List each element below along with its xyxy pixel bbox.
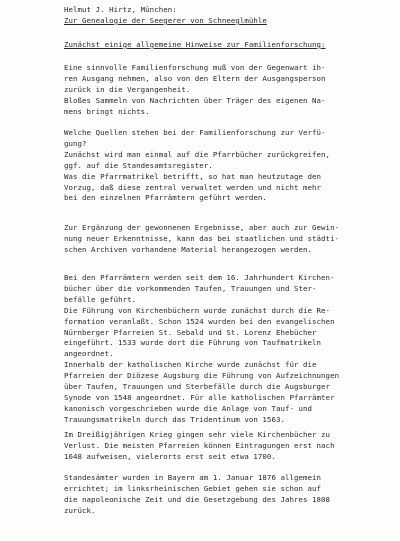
paragraph-line: Standesämter wurden in Bayern am 1. Januar 1876 allgemein — [64, 473, 322, 482]
paragraph-line: angeordnet. — [64, 349, 114, 359]
document-title: Zur Genealogie der Seegerer von Schneeglmühle — [64, 16, 267, 25]
paragraph-line: zurück. — [64, 505, 96, 515]
paragraph-line: ren Ausgang nehmen, also von den Eltern der Ausgangsperson — [64, 73, 326, 83]
paragraph-line: Innerhalb der katholischen Kirche wurde zunächst für die — [64, 360, 317, 370]
paragraph-line: kanonisch vorgeschrieben wurde die Anlage von Tauf- und — [64, 403, 313, 413]
paragraph-line: Pfarreien der Diözese Augsburg die Führung von Aufzeichnungen — [64, 371, 340, 381]
paragraph-line: 1648 aufweisen, vielerorts erst seit etwa 1700. — [64, 451, 276, 461]
paragraph-line: befälle geführt. — [64, 294, 137, 304]
paragraph-line: über Taufen, Trauungen und Sterbefälle durch die Augsburger — [64, 382, 331, 391]
paragraph-line: nung neuer Erkenntnisse, kann das bei staatlichen und städti- — [64, 233, 340, 243]
paragraph-line: Vorzug, daß diese zentral verwaltet werden und nicht mehr — [64, 182, 322, 192]
paragraph-line: schen Archiven vorhandene Material herangezogen werden. — [64, 244, 313, 254]
paragraph-line: errichtet; im linksrheinischen Gebiet gehen sie schon auf — [64, 483, 322, 493]
author-line: Helmut J. Hirtz, München: — [64, 5, 177, 14]
paragraph-line: Welche Quellen stehen bei der Familienforschung zur Verfü- — [64, 128, 326, 137]
paragraph-line: gung? — [64, 138, 87, 148]
paragraph-line: Nürnberger Pfarreien St. Sebald und St. Lorenz Ehebücher — [64, 327, 317, 337]
paragraph-line: ggf. auf die Standesamtsregister. — [64, 160, 213, 170]
paragraph-line: Zunächst wird man einmal auf die Pfarrbücher zurückgreifen, — [64, 149, 331, 159]
paragraph-line: Im Dreißigjährigen Krieg gingen sehr viele Kirchenbücher zu — [64, 430, 331, 439]
paragraph-line: Die Führung von Kirchenbüchern wurde zunächst durch die Re- — [64, 305, 331, 315]
paragraph-line: Bei den Pfarrämtern werden seit dem 16. Jahrhundert Kirchen- — [64, 273, 335, 282]
paragraph-line: Was die Pfarrmatrikel betrifft, so hat man heutzutage den — [64, 171, 322, 181]
paragraph-line: Zur Ergänzung der gewonnenen Ergebnisse, aber auch zur Gewin- — [64, 223, 340, 232]
paragraph-line: eingeführt. 1533 wurde dort die Führung von Taufmatrikeln — [64, 338, 322, 348]
paragraph-line: bücher über die vorkommenden Taufen, Trauungen und Ster- — [64, 283, 317, 293]
paragraph-line: Trauungsmatrikeln durch das Tridentinum von 1563. — [64, 414, 285, 424]
intro-heading: Zunächst einige allgemeine Hinweise zur Familienforschung: — [64, 40, 326, 49]
paragraph-line: Synode von 1548 angeordnet. Für alle katholischen Pfarrämter — [64, 392, 335, 402]
paragraph-line: zurück in die Vergangenheit. — [64, 84, 191, 94]
paragraph-line: bei den einzelnen Pfarrämtern geführt werden. — [64, 193, 267, 203]
paragraph-line: mens bringt nichts. — [64, 106, 150, 116]
paragraph-line: die napoleonische Zeit und die Gesetzgebung des Jahres 1808 — [64, 494, 331, 504]
paragraph-line: Bloßes Sammeln von Nachrichten über Träger des eigenen Na- — [64, 95, 326, 105]
paragraph-line: formation veranlaßt. Schon 1524 wurden bei den evangelischen — [64, 316, 335, 326]
paragraph-line: Verlust. Die meisten Pfarreien können Eintragungen erst nach — [64, 440, 335, 450]
paragraph-line: Eine sinnvolle Familienforschung muß von der Gegenwart ih- — [64, 63, 326, 72]
